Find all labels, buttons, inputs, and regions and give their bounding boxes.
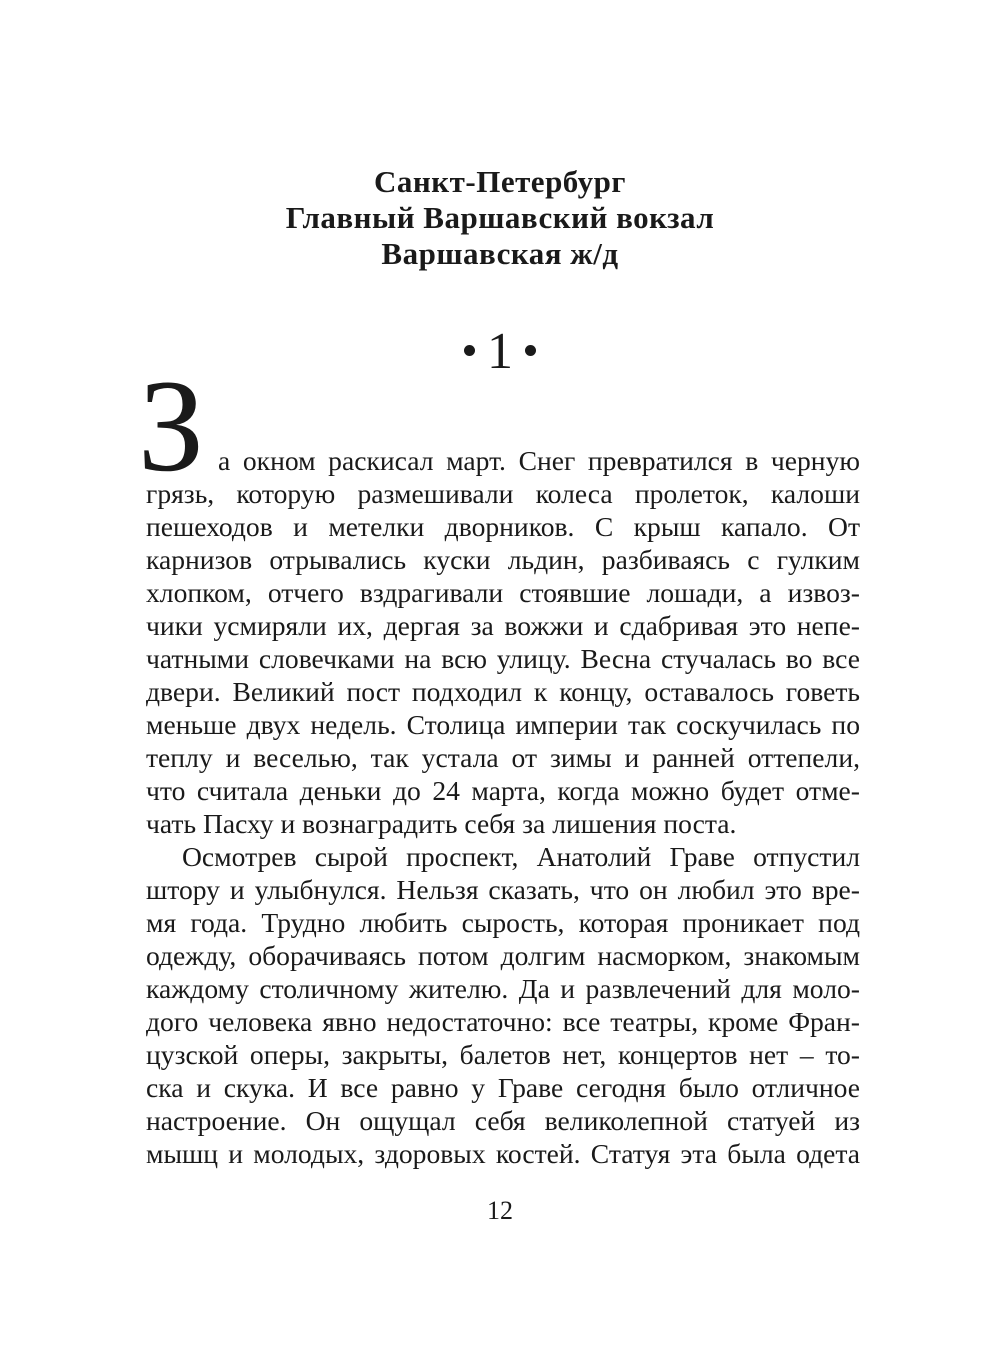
text-line: меньше двух недель. Столица империи так соскучилась по <box>146 709 860 740</box>
text-line: каждому столичному жителю. Да и развлечений для моло- <box>146 973 860 1004</box>
text-line: чать Пасху и вознаградить себя за лишения поста. <box>146 808 737 839</box>
text-line: Осмотрев сырой проспект, Анатолий Граве отпустил <box>182 841 860 872</box>
chapter-number: 1 <box>487 323 513 380</box>
text-line: пешеходов и метелки дворников. С крыш капало. От <box>146 511 860 542</box>
text-line: мышц и молодых, здоровых костей. Статуя эта была одета <box>146 1138 860 1169</box>
page-number: 12 <box>487 1196 513 1225</box>
section-heading <box>0 164 1000 272</box>
text-line: теплу и веселью, так устала от зимы и ранней оттепели, <box>146 742 860 773</box>
text-line: настроение. Он ощущал себя великолепной статуей из <box>146 1105 860 1136</box>
text-line: мя года. Трудно любить сырость, которая проникает под <box>146 907 860 938</box>
text-line: карнизов отрывались куски льдин, разбиваясь с гулким <box>146 544 860 575</box>
paragraph-1 <box>146 444 860 840</box>
bullet-right-icon <box>525 345 536 356</box>
text-line: одежду, оборачиваясь потом долгим насморком, знакомым <box>146 940 860 971</box>
text-line: чатными словечками на всю улицу. Весна стучалась во все <box>146 643 860 674</box>
heading-city: Санкт-Петербург <box>374 164 626 199</box>
text-line: штору и улыбнулся. Нельзя сказать, что он любил это вре- <box>146 874 860 905</box>
text-line: чики усмиряли их, дергая за вожжи и сдабривая это непе- <box>146 610 860 641</box>
text-line: а окном раскисал март. Снег превратился в черную <box>218 445 860 476</box>
drop-cap: З <box>138 352 205 499</box>
bullet-left-icon <box>464 345 475 356</box>
text-line: хлопком, отчего вздрагивали стоявшие лошади, а извоз- <box>146 577 860 608</box>
text-line: грязь, которую размешивали колеса пролеток, калоши <box>146 478 860 509</box>
heading-railway: Варшавская ж/д <box>381 236 619 271</box>
text-line: двери. Великий пост подходил к концу, оставалось говеть <box>146 676 860 707</box>
paragraph-2 <box>146 840 860 1170</box>
text-line: что считала деньки до 24 марта, когда можно будет отме- <box>146 775 860 806</box>
text-line: цузской оперы, закрыты, балетов нет, концертов нет – то- <box>146 1039 860 1070</box>
heading-station: Главный Варшавский вокзал <box>285 200 715 235</box>
text-line: дого человека явно недостаточно: все театры, кроме Фран- <box>146 1006 860 1037</box>
text-line: ска и скука. И все равно у Граве сегодня было отличное <box>146 1072 860 1103</box>
